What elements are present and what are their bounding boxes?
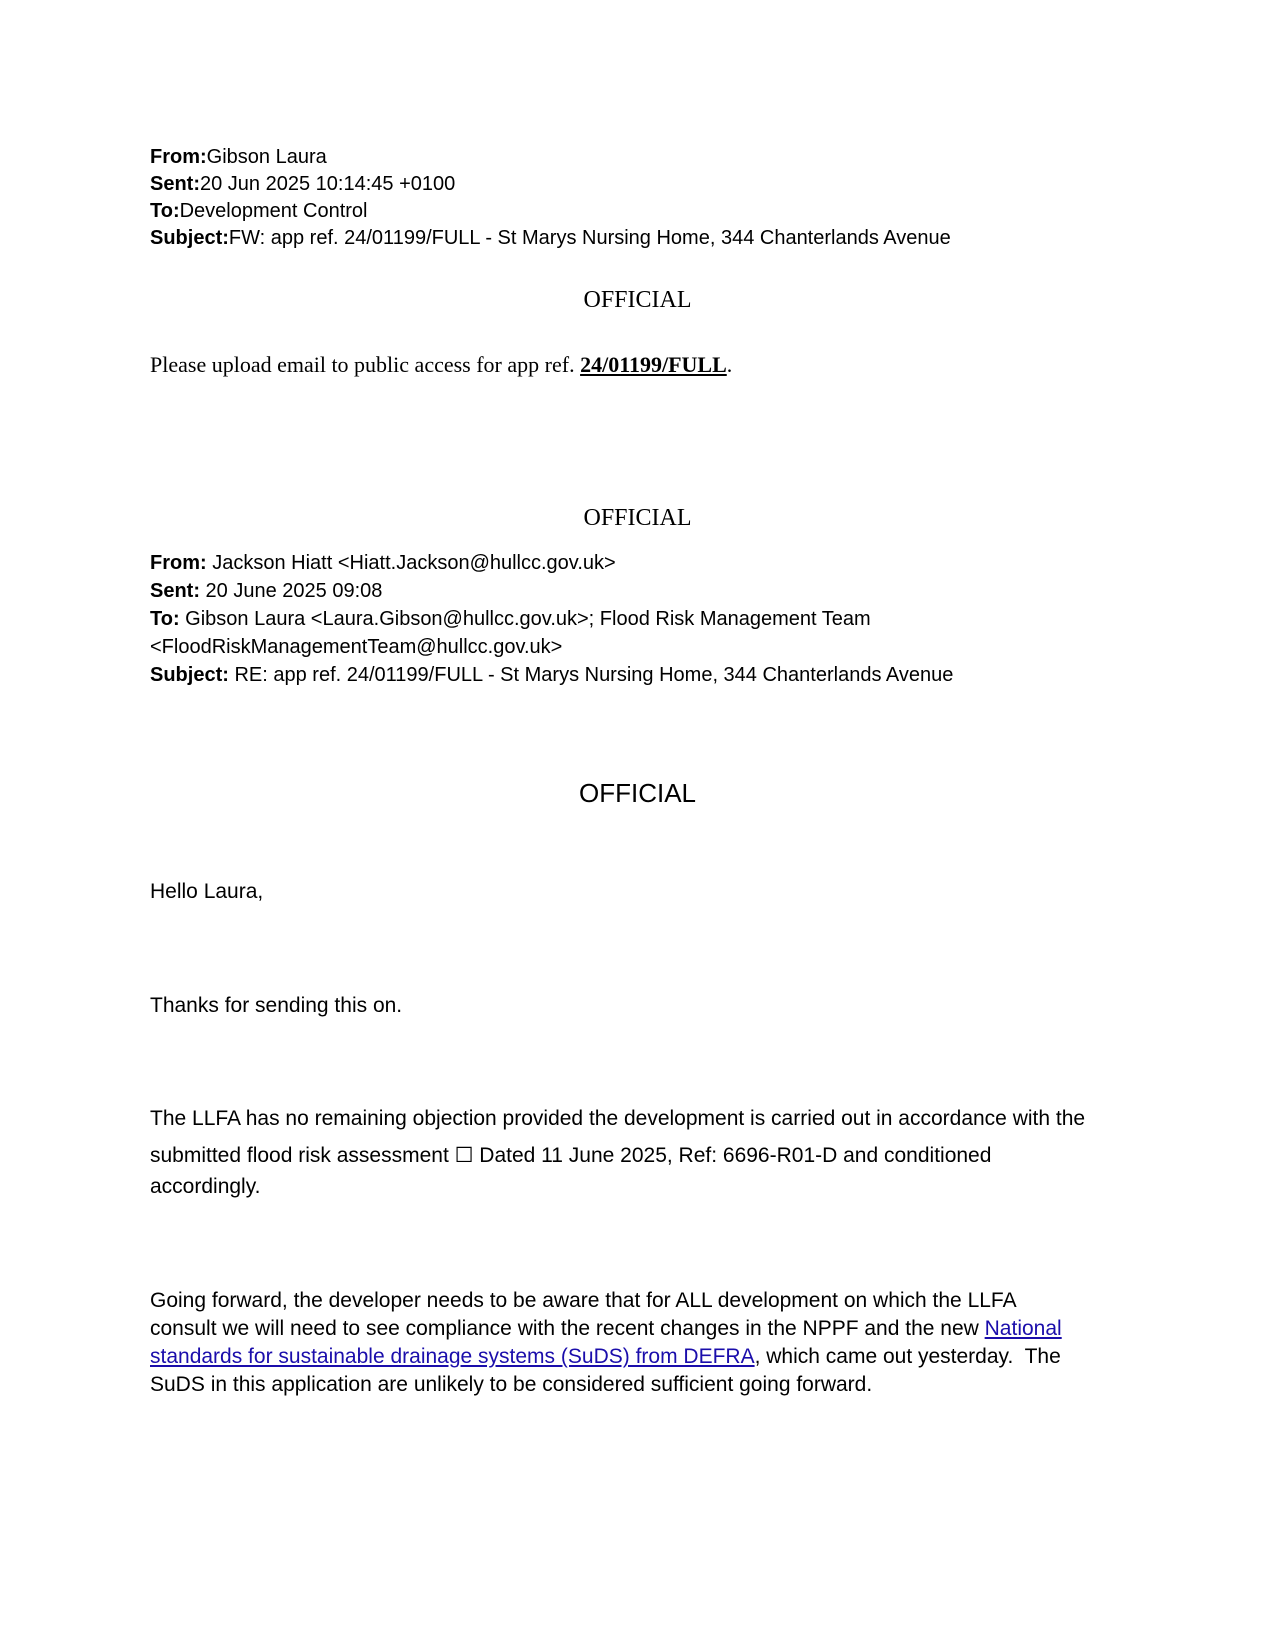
inner-sent-line [150, 577, 382, 605]
classification-label-1: OFFICIAL [583, 287, 692, 313]
classification-label-3: OFFICIAL [578, 778, 696, 808]
outer-to-line [150, 197, 367, 225]
outer-from-value: Gibson Laura [206, 146, 327, 168]
app-ref: 24/01199/FULL [580, 352, 727, 377]
outer-sent-line [150, 170, 455, 198]
inner-from-label: From: [150, 552, 207, 574]
thanks-line: Thanks for sending this on. [150, 994, 403, 1017]
inner-sent-label: Sent: [150, 580, 200, 602]
llfa-line-3: accordingly. [150, 1175, 261, 1198]
llfa-line-2: submitted flood risk assessment ☐ Dated 11 June 2025, Ref: 6696-R01-D and conditioned [150, 1144, 992, 1167]
outer-from-line [150, 143, 327, 171]
going-forward-line-2-text: consult we will need to see compliance with the recent changes in the NPPF and the new [150, 1317, 985, 1340]
defra-suds-link[interactable]: National [984, 1317, 1062, 1340]
inner-to-line [150, 605, 871, 633]
defra-suds-link-continued[interactable]: standards for sustainable drainage systems (SuDS) from DEFRA [150, 1345, 755, 1368]
outer-subject-line [150, 224, 951, 252]
outer-from-label: From: [150, 146, 207, 168]
forward-note-text: Please upload email to public access for app ref. [150, 352, 581, 377]
outer-subject-label: Subject: [150, 227, 229, 249]
inner-subject-value: RE: app ref. 24/01199/FULL - St Marys Nursing Home, 344 Chanterlands Avenue [228, 664, 954, 686]
inner-subject-label: Subject: [150, 664, 229, 686]
llfa-line-1: The LLFA has no remaining objection provided the development is carried out in accordance with the [150, 1107, 1086, 1130]
forward-note [150, 352, 1130, 378]
outer-to-value: Development Control [179, 200, 368, 222]
forward-note-end: . [726, 352, 733, 377]
inner-to-label: To: [150, 608, 180, 630]
outer-to-label: To: [150, 200, 180, 222]
going-forward-line-2 [150, 1317, 1130, 1341]
outer-subject-value: FW: app ref. 24/01199/FULL - St Marys Nursing Home, 344 Chanterlands Avenue [228, 227, 951, 249]
going-forward-line-3 [150, 1345, 1130, 1369]
going-forward-line-3-text: , which came out yesterday. The [754, 1345, 1061, 1368]
going-forward-line-4: SuDS in this application are unlikely to be considered sufficient going forward. [150, 1373, 873, 1396]
inner-from-line [150, 549, 616, 577]
outer-sent-value: 20 Jun 2025 10:14:45 +0100 [200, 173, 456, 195]
inner-sent-value: 20 June 2025 09:08 [200, 580, 383, 602]
going-forward-line-1: Going forward, the developer needs to be aware that for ALL development on which the LLFA [150, 1289, 1017, 1312]
inner-from-value: Jackson Hiatt <Hiatt.Jackson@hullcc.gov.uk> [206, 552, 616, 574]
inner-to-continuation: <FloodRiskManagementTeam@hullcc.gov.uk> [150, 636, 563, 658]
inner-to-value: Gibson Laura <Laura.Gibson@hullcc.gov.uk>; Flood Risk Management Team [179, 608, 871, 630]
outer-sent-label: Sent: [150, 173, 200, 195]
classification-label-2: OFFICIAL [583, 505, 692, 531]
inner-subject-line [150, 661, 953, 689]
greeting: Hello Laura, [150, 880, 264, 903]
